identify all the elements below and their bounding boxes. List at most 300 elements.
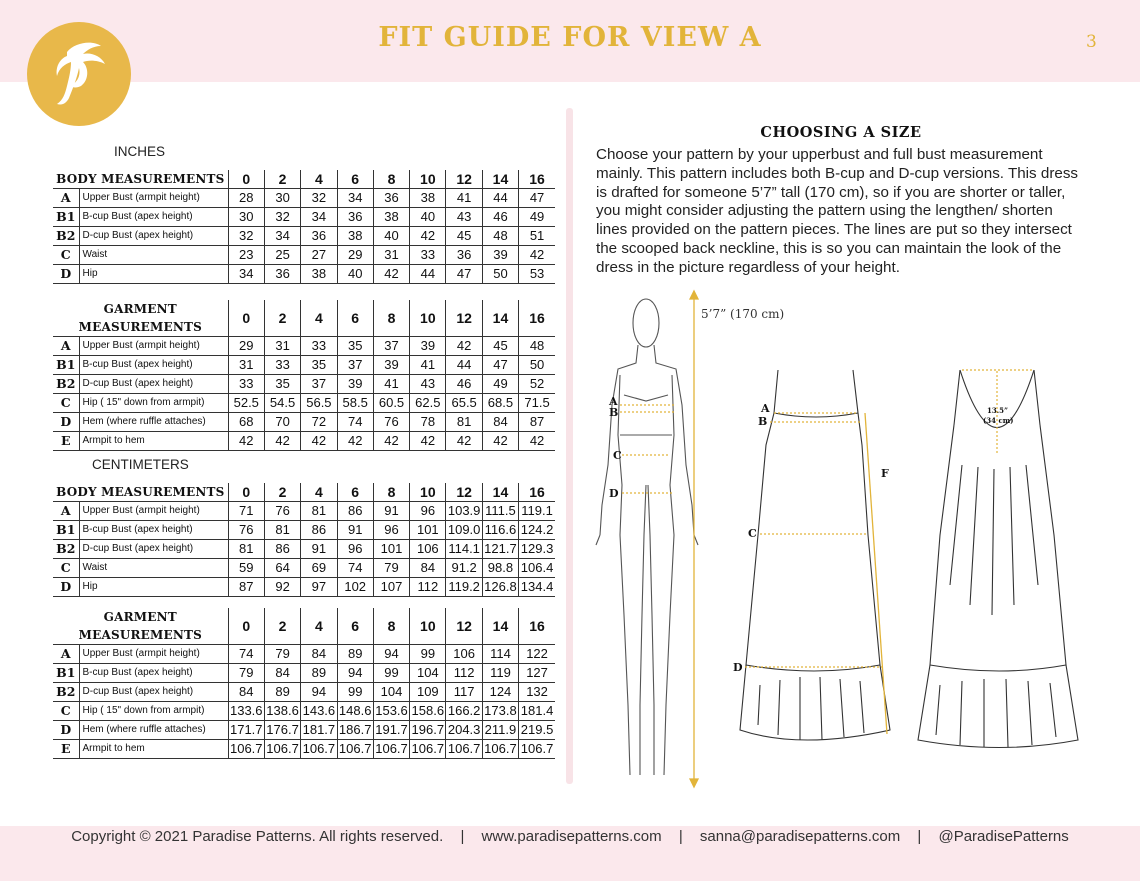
size-column-header: 10 bbox=[410, 483, 446, 502]
size-column-header: 12 bbox=[446, 170, 482, 189]
measurement-value: 42 bbox=[482, 432, 518, 451]
measurement-value: 196.7 bbox=[410, 721, 446, 740]
measurement-value: 81 bbox=[301, 502, 337, 521]
size-column-header: 12 bbox=[446, 608, 482, 645]
measurement-code: C bbox=[53, 246, 79, 265]
measurement-value: 42 bbox=[301, 432, 337, 451]
measurement-value: 98.8 bbox=[482, 559, 518, 578]
measurement-value: 38 bbox=[337, 227, 373, 246]
table-row bbox=[53, 683, 555, 702]
measurement-description: Upper Bust (armpit height) bbox=[79, 645, 228, 664]
table-row bbox=[53, 208, 555, 227]
measurement-value: 65.5 bbox=[446, 394, 482, 413]
table-title: BODY MEASUREMENTS bbox=[56, 172, 225, 186]
measurement-description: B-cup Bust (apex height) bbox=[79, 664, 228, 683]
size-column-header: 8 bbox=[373, 170, 409, 189]
measurement-value: 41 bbox=[446, 189, 482, 208]
measurement-value: 124 bbox=[482, 683, 518, 702]
measurement-value: 89 bbox=[301, 664, 337, 683]
measurement-value: 81 bbox=[446, 413, 482, 432]
measurement-value: 112 bbox=[410, 578, 446, 597]
measurement-value: 58.5 bbox=[337, 394, 373, 413]
size-column-header: 4 bbox=[301, 483, 337, 502]
measurement-value: 92 bbox=[264, 578, 300, 597]
measurement-value: 106.7 bbox=[482, 740, 518, 759]
croquis-figure bbox=[596, 299, 698, 775]
measurement-code: B2 bbox=[53, 375, 79, 394]
size-column-header: 16 bbox=[519, 170, 555, 189]
measurement-code: D bbox=[53, 265, 79, 284]
table-row bbox=[53, 502, 555, 521]
measurement-value: 119.2 bbox=[446, 578, 482, 597]
measurement-value: 106.7 bbox=[301, 740, 337, 759]
measurement-value: 91 bbox=[301, 540, 337, 559]
measurement-description: Armpit to hem bbox=[79, 432, 228, 451]
measurement-value: 36 bbox=[301, 227, 337, 246]
measurement-value: 86 bbox=[337, 502, 373, 521]
measurement-value: 31 bbox=[228, 356, 264, 375]
centimeters-body-table bbox=[53, 483, 555, 597]
measurement-value: 101 bbox=[373, 540, 409, 559]
measurement-value: 143.6 bbox=[301, 702, 337, 721]
measurement-value: 32 bbox=[228, 227, 264, 246]
table-title: GARMENT MEASUREMENTS bbox=[78, 610, 202, 642]
measurement-value: 129.3 bbox=[519, 540, 555, 559]
measurement-value: 104 bbox=[373, 683, 409, 702]
measurement-value: 68.5 bbox=[482, 394, 518, 413]
measurement-code: A bbox=[53, 189, 79, 208]
measurement-code: B2 bbox=[53, 227, 79, 246]
measurement-value: 36 bbox=[264, 265, 300, 284]
measurement-value: 42 bbox=[410, 227, 446, 246]
measurement-value: 106.7 bbox=[228, 740, 264, 759]
measurement-value: 52 bbox=[519, 375, 555, 394]
measurement-value: 132 bbox=[519, 683, 555, 702]
measurement-value: 106.4 bbox=[519, 559, 555, 578]
measurement-value: 106.7 bbox=[446, 740, 482, 759]
table-title: BODY MEASUREMENTS bbox=[56, 485, 225, 499]
measurement-value: 158.6 bbox=[410, 702, 446, 721]
table-row bbox=[53, 702, 555, 721]
measurement-description: B-cup Bust (apex height) bbox=[79, 521, 228, 540]
measurement-value: 42 bbox=[228, 432, 264, 451]
table-row bbox=[53, 265, 555, 284]
measurement-value: 64 bbox=[264, 559, 300, 578]
table-row bbox=[53, 227, 555, 246]
measurement-value: 70 bbox=[264, 413, 300, 432]
measurement-value: 47 bbox=[519, 189, 555, 208]
measurement-value: 71 bbox=[228, 502, 264, 521]
measurement-value: 126.8 bbox=[482, 578, 518, 597]
measurement-value: 119 bbox=[482, 664, 518, 683]
measurement-value: 56.5 bbox=[301, 394, 337, 413]
measurement-value: 42 bbox=[337, 432, 373, 451]
measurement-value: 84 bbox=[228, 683, 264, 702]
measurement-value: 106 bbox=[446, 645, 482, 664]
measurement-value: 109 bbox=[410, 683, 446, 702]
measurement-value: 44 bbox=[446, 356, 482, 375]
footer-separator: | bbox=[678, 828, 683, 845]
size-column-header: 16 bbox=[519, 608, 555, 645]
measurement-value: 106.7 bbox=[337, 740, 373, 759]
measurement-value: 34 bbox=[337, 189, 373, 208]
measurement-value: 42 bbox=[373, 265, 409, 284]
measurement-value: 112 bbox=[446, 664, 482, 683]
measurement-value: 28 bbox=[228, 189, 264, 208]
size-column-header: 6 bbox=[337, 483, 373, 502]
measurement-description: Hip ( 15" down from armpit) bbox=[79, 394, 228, 413]
front-label-b: B bbox=[758, 415, 768, 428]
measurement-value: 102 bbox=[337, 578, 373, 597]
measurement-value: 99 bbox=[410, 645, 446, 664]
measurement-value: 186.7 bbox=[337, 721, 373, 740]
measurement-value: 35 bbox=[264, 375, 300, 394]
measurement-value: 34 bbox=[228, 265, 264, 284]
size-column-header: 14 bbox=[482, 483, 518, 502]
measurement-value: 104 bbox=[410, 664, 446, 683]
footer-separator: | bbox=[460, 828, 465, 845]
measurement-value: 36 bbox=[446, 246, 482, 265]
measurement-value: 96 bbox=[337, 540, 373, 559]
measurement-value: 76 bbox=[228, 521, 264, 540]
footer-website-link[interactable]: www.paradisepatterns.com bbox=[481, 828, 662, 845]
measurement-description: D-cup Bust (apex height) bbox=[79, 375, 228, 394]
inches-body-table bbox=[53, 170, 555, 284]
measurement-value: 219.5 bbox=[519, 721, 555, 740]
size-column-header: 8 bbox=[373, 483, 409, 502]
measurement-value: 119.1 bbox=[519, 502, 555, 521]
measurement-value: 106.7 bbox=[519, 740, 555, 759]
page-title: FIT GUIDE FOR VIEW A bbox=[378, 22, 762, 53]
size-column-header: 4 bbox=[301, 300, 337, 337]
measurement-code: A bbox=[53, 337, 79, 356]
measurement-value: 46 bbox=[482, 208, 518, 227]
size-column-header: 6 bbox=[337, 170, 373, 189]
table-row bbox=[53, 740, 555, 759]
measurement-value: 33 bbox=[301, 337, 337, 356]
size-column-header: 0 bbox=[228, 170, 264, 189]
size-column-header: 10 bbox=[410, 608, 446, 645]
measurement-value: 127 bbox=[519, 664, 555, 683]
table-row bbox=[53, 559, 555, 578]
measurement-value: 41 bbox=[410, 356, 446, 375]
measurement-value: 111.5 bbox=[482, 502, 518, 521]
measurement-value: 121.7 bbox=[482, 540, 518, 559]
measurement-value: 89 bbox=[264, 683, 300, 702]
measurement-value: 44 bbox=[482, 189, 518, 208]
measurement-value: 51 bbox=[519, 227, 555, 246]
inches-garment-table bbox=[53, 300, 555, 451]
measurement-value: 47 bbox=[482, 356, 518, 375]
size-column-header: 10 bbox=[410, 300, 446, 337]
measurement-value: 52.5 bbox=[228, 394, 264, 413]
measurement-value: 84 bbox=[482, 413, 518, 432]
table-row bbox=[53, 189, 555, 208]
back-measure-inches: 13.5” bbox=[987, 406, 1009, 415]
size-column-header: 10 bbox=[410, 170, 446, 189]
measurement-description: Upper Bust (armpit height) bbox=[79, 337, 228, 356]
measurement-value: 42 bbox=[373, 432, 409, 451]
measurement-value: 36 bbox=[373, 189, 409, 208]
back-dress bbox=[918, 370, 1078, 748]
measurement-value: 99 bbox=[337, 683, 373, 702]
measurement-value: 76 bbox=[264, 502, 300, 521]
centimeters-label: CENTIMETERS bbox=[92, 457, 189, 472]
measurement-value: 39 bbox=[373, 356, 409, 375]
measurement-description: B-cup Bust (apex height) bbox=[79, 208, 228, 227]
height-label: 5’7” (170 cm) bbox=[701, 307, 785, 321]
measurement-value: 148.6 bbox=[337, 702, 373, 721]
measurement-value: 40 bbox=[337, 265, 373, 284]
measurement-value: 71.5 bbox=[519, 394, 555, 413]
size-column-header: 12 bbox=[446, 483, 482, 502]
footer-copyright: Copyright © 2021 Paradise Patterns. All rights reserved. bbox=[71, 828, 444, 845]
measurement-value: 114.1 bbox=[446, 540, 482, 559]
measurement-value: 87 bbox=[519, 413, 555, 432]
measurement-code: A bbox=[53, 502, 79, 521]
measurement-value: 171.7 bbox=[228, 721, 264, 740]
footer-social-link[interactable]: @ParadisePatterns bbox=[938, 828, 1069, 845]
measurement-value: 37 bbox=[301, 375, 337, 394]
choosing-text: Choose your pattern by your upperbust and full bust measurement mainly. This pattern includes both B-cup and D-cup versions. This dress is drafted for someone 5’7” tall (170 cm), so if you are shorter or taller, you might consider adjusting the pattern using the lengthen/ shorten lines provided on the pattern pieces. The lines are put so they intersect the scooped back neckline, this is so you can maintain the look of the dress in the picture regardless of your height. bbox=[596, 146, 1079, 276]
size-column-header: 2 bbox=[264, 608, 300, 645]
measurement-value: 30 bbox=[228, 208, 264, 227]
measurement-value: 181.4 bbox=[519, 702, 555, 721]
measurement-value: 49 bbox=[482, 375, 518, 394]
dress-illustration bbox=[590, 285, 1090, 795]
measurement-value: 109.0 bbox=[446, 521, 482, 540]
measurement-code: D bbox=[53, 721, 79, 740]
measurement-value: 59 bbox=[228, 559, 264, 578]
measurement-value: 38 bbox=[373, 208, 409, 227]
measurement-value: 42 bbox=[519, 246, 555, 265]
table-row bbox=[53, 721, 555, 740]
choosing-heading: CHOOSING A SIZE bbox=[760, 124, 922, 141]
measurement-value: 176.7 bbox=[264, 721, 300, 740]
measurement-value: 76 bbox=[373, 413, 409, 432]
measurement-value: 34 bbox=[301, 208, 337, 227]
measurement-value: 106.7 bbox=[264, 740, 300, 759]
measurement-value: 81 bbox=[264, 521, 300, 540]
measurement-value: 134.4 bbox=[519, 578, 555, 597]
table-row bbox=[53, 337, 555, 356]
measurement-value: 106 bbox=[410, 540, 446, 559]
measurement-code: E bbox=[53, 432, 79, 451]
measurement-value: 37 bbox=[337, 356, 373, 375]
measurement-description: Waist bbox=[79, 246, 228, 265]
measurement-description: Hem (where ruffle attaches) bbox=[79, 721, 228, 740]
measurement-value: 36 bbox=[337, 208, 373, 227]
measurement-value: 33 bbox=[228, 375, 264, 394]
measurement-value: 99 bbox=[373, 664, 409, 683]
table-row bbox=[53, 246, 555, 265]
measurement-value: 122 bbox=[519, 645, 555, 664]
measurement-value: 133.6 bbox=[228, 702, 264, 721]
table-row bbox=[53, 394, 555, 413]
size-column-header: 8 bbox=[373, 300, 409, 337]
measurement-code: B1 bbox=[53, 356, 79, 375]
measurement-description: D-cup Bust (apex height) bbox=[79, 540, 228, 559]
measurement-value: 81 bbox=[228, 540, 264, 559]
measurement-value: 45 bbox=[446, 227, 482, 246]
size-column-header: 6 bbox=[337, 300, 373, 337]
figure-label-b: B bbox=[609, 406, 619, 419]
page-number: 3 bbox=[1086, 32, 1097, 52]
measurement-value: 45 bbox=[482, 337, 518, 356]
measurement-value: 117 bbox=[446, 683, 482, 702]
measurement-value: 27 bbox=[301, 246, 337, 265]
measurement-value: 204.3 bbox=[446, 721, 482, 740]
measurement-description: B-cup Bust (apex height) bbox=[79, 356, 228, 375]
front-label-f: F bbox=[881, 467, 889, 480]
measurement-value: 86 bbox=[264, 540, 300, 559]
figure-label-a: A bbox=[609, 395, 618, 408]
measurement-value: 91 bbox=[337, 521, 373, 540]
measurement-value: 84 bbox=[264, 664, 300, 683]
measurement-value: 42 bbox=[410, 432, 446, 451]
size-column-header: 4 bbox=[301, 608, 337, 645]
size-column-header: 8 bbox=[373, 608, 409, 645]
measurement-value: 101 bbox=[410, 521, 446, 540]
table-row bbox=[53, 578, 555, 597]
measurement-code: B1 bbox=[53, 521, 79, 540]
measurement-value: 37 bbox=[373, 337, 409, 356]
measurement-value: 35 bbox=[301, 356, 337, 375]
measurement-value: 79 bbox=[228, 664, 264, 683]
measurement-description: Waist bbox=[79, 559, 228, 578]
size-column-header: 16 bbox=[519, 300, 555, 337]
table-row bbox=[53, 540, 555, 559]
measurement-value: 46 bbox=[446, 375, 482, 394]
measurement-value: 50 bbox=[519, 356, 555, 375]
measurement-value: 74 bbox=[337, 559, 373, 578]
measurement-description: Upper Bust (armpit height) bbox=[79, 189, 228, 208]
measurement-value: 116.6 bbox=[482, 521, 518, 540]
measurement-description: D-cup Bust (apex height) bbox=[79, 683, 228, 702]
measurement-value: 34 bbox=[264, 227, 300, 246]
measurement-value: 91.2 bbox=[446, 559, 482, 578]
measurement-value: 72 bbox=[301, 413, 337, 432]
measurement-value: 103.9 bbox=[446, 502, 482, 521]
measurement-value: 79 bbox=[264, 645, 300, 664]
measurement-value: 124.2 bbox=[519, 521, 555, 540]
table-row bbox=[53, 521, 555, 540]
measurement-value: 94 bbox=[337, 664, 373, 683]
measurement-value: 106.7 bbox=[373, 740, 409, 759]
measurement-value: 42 bbox=[446, 432, 482, 451]
measurement-code: B1 bbox=[53, 208, 79, 227]
measurement-value: 211.9 bbox=[482, 721, 518, 740]
measurement-value: 44 bbox=[410, 265, 446, 284]
measurement-value: 32 bbox=[264, 208, 300, 227]
measurement-value: 40 bbox=[410, 208, 446, 227]
measurement-value: 42 bbox=[264, 432, 300, 451]
measurement-value: 48 bbox=[519, 337, 555, 356]
measurement-value: 31 bbox=[264, 337, 300, 356]
measurement-value: 42 bbox=[446, 337, 482, 356]
size-column-header: 14 bbox=[482, 170, 518, 189]
measurement-value: 86 bbox=[301, 521, 337, 540]
footer bbox=[0, 828, 1140, 845]
measurement-value: 43 bbox=[410, 375, 446, 394]
measurement-code: C bbox=[53, 394, 79, 413]
measurement-value: 106.7 bbox=[410, 740, 446, 759]
measurement-value: 35 bbox=[337, 337, 373, 356]
measurement-value: 173.8 bbox=[482, 702, 518, 721]
measurement-code: C bbox=[53, 559, 79, 578]
column-divider bbox=[566, 108, 573, 784]
table-row bbox=[53, 645, 555, 664]
measurement-value: 29 bbox=[228, 337, 264, 356]
measurement-description: Armpit to hem bbox=[79, 740, 228, 759]
measurement-code: A bbox=[53, 645, 79, 664]
front-label-d: D bbox=[733, 661, 743, 674]
size-column-header: 14 bbox=[482, 300, 518, 337]
measurement-code: E bbox=[53, 740, 79, 759]
measurement-value: 41 bbox=[373, 375, 409, 394]
measurement-code: D bbox=[53, 578, 79, 597]
measurement-value: 53 bbox=[519, 265, 555, 284]
table-row bbox=[53, 413, 555, 432]
table-row bbox=[53, 664, 555, 683]
measurement-value: 181.7 bbox=[301, 721, 337, 740]
table-row bbox=[53, 375, 555, 394]
figure-label-d: D bbox=[609, 487, 619, 500]
measurement-value: 68 bbox=[228, 413, 264, 432]
measurement-value: 29 bbox=[337, 246, 373, 265]
measurement-description: D-cup Bust (apex height) bbox=[79, 227, 228, 246]
table-title: GARMENT MEASUREMENTS bbox=[78, 302, 202, 334]
measurement-value: 32 bbox=[301, 189, 337, 208]
measurement-value: 54.5 bbox=[264, 394, 300, 413]
footer-separator: | bbox=[917, 828, 922, 845]
measurement-value: 94 bbox=[373, 645, 409, 664]
size-column-header: 0 bbox=[228, 608, 264, 645]
measurement-value: 43 bbox=[446, 208, 482, 227]
size-column-header: 16 bbox=[519, 483, 555, 502]
measurement-value: 84 bbox=[301, 645, 337, 664]
front-label-c: C bbox=[748, 527, 757, 540]
inches-label: INCHES bbox=[114, 144, 166, 159]
measurement-value: 97 bbox=[301, 578, 337, 597]
measurement-value: 114 bbox=[482, 645, 518, 664]
measurement-value: 39 bbox=[482, 246, 518, 265]
measurement-value: 96 bbox=[373, 521, 409, 540]
size-column-header: 4 bbox=[301, 170, 337, 189]
measurement-value: 60.5 bbox=[373, 394, 409, 413]
measurement-value: 42 bbox=[519, 432, 555, 451]
size-column-header: 14 bbox=[482, 608, 518, 645]
measurement-description: Hip bbox=[79, 265, 228, 284]
measurement-value: 153.6 bbox=[373, 702, 409, 721]
measurement-value: 33 bbox=[410, 246, 446, 265]
measurement-value: 30 bbox=[264, 189, 300, 208]
measurement-value: 48 bbox=[482, 227, 518, 246]
measurement-value: 25 bbox=[264, 246, 300, 265]
size-column-header: 6 bbox=[337, 608, 373, 645]
measurement-value: 62.5 bbox=[410, 394, 446, 413]
back-measure-cm: (34 cm) bbox=[983, 416, 1014, 425]
measurement-code: C bbox=[53, 702, 79, 721]
front-label-a: A bbox=[761, 402, 770, 415]
measurement-code: B2 bbox=[53, 683, 79, 702]
measurement-value: 91 bbox=[373, 502, 409, 521]
footer-email-link[interactable]: sanna@paradisepatterns.com bbox=[699, 828, 901, 845]
measurement-description: Hem (where ruffle attaches) bbox=[79, 413, 228, 432]
measurement-value: 138.6 bbox=[264, 702, 300, 721]
measurement-value: 39 bbox=[337, 375, 373, 394]
measurement-value: 49 bbox=[519, 208, 555, 227]
